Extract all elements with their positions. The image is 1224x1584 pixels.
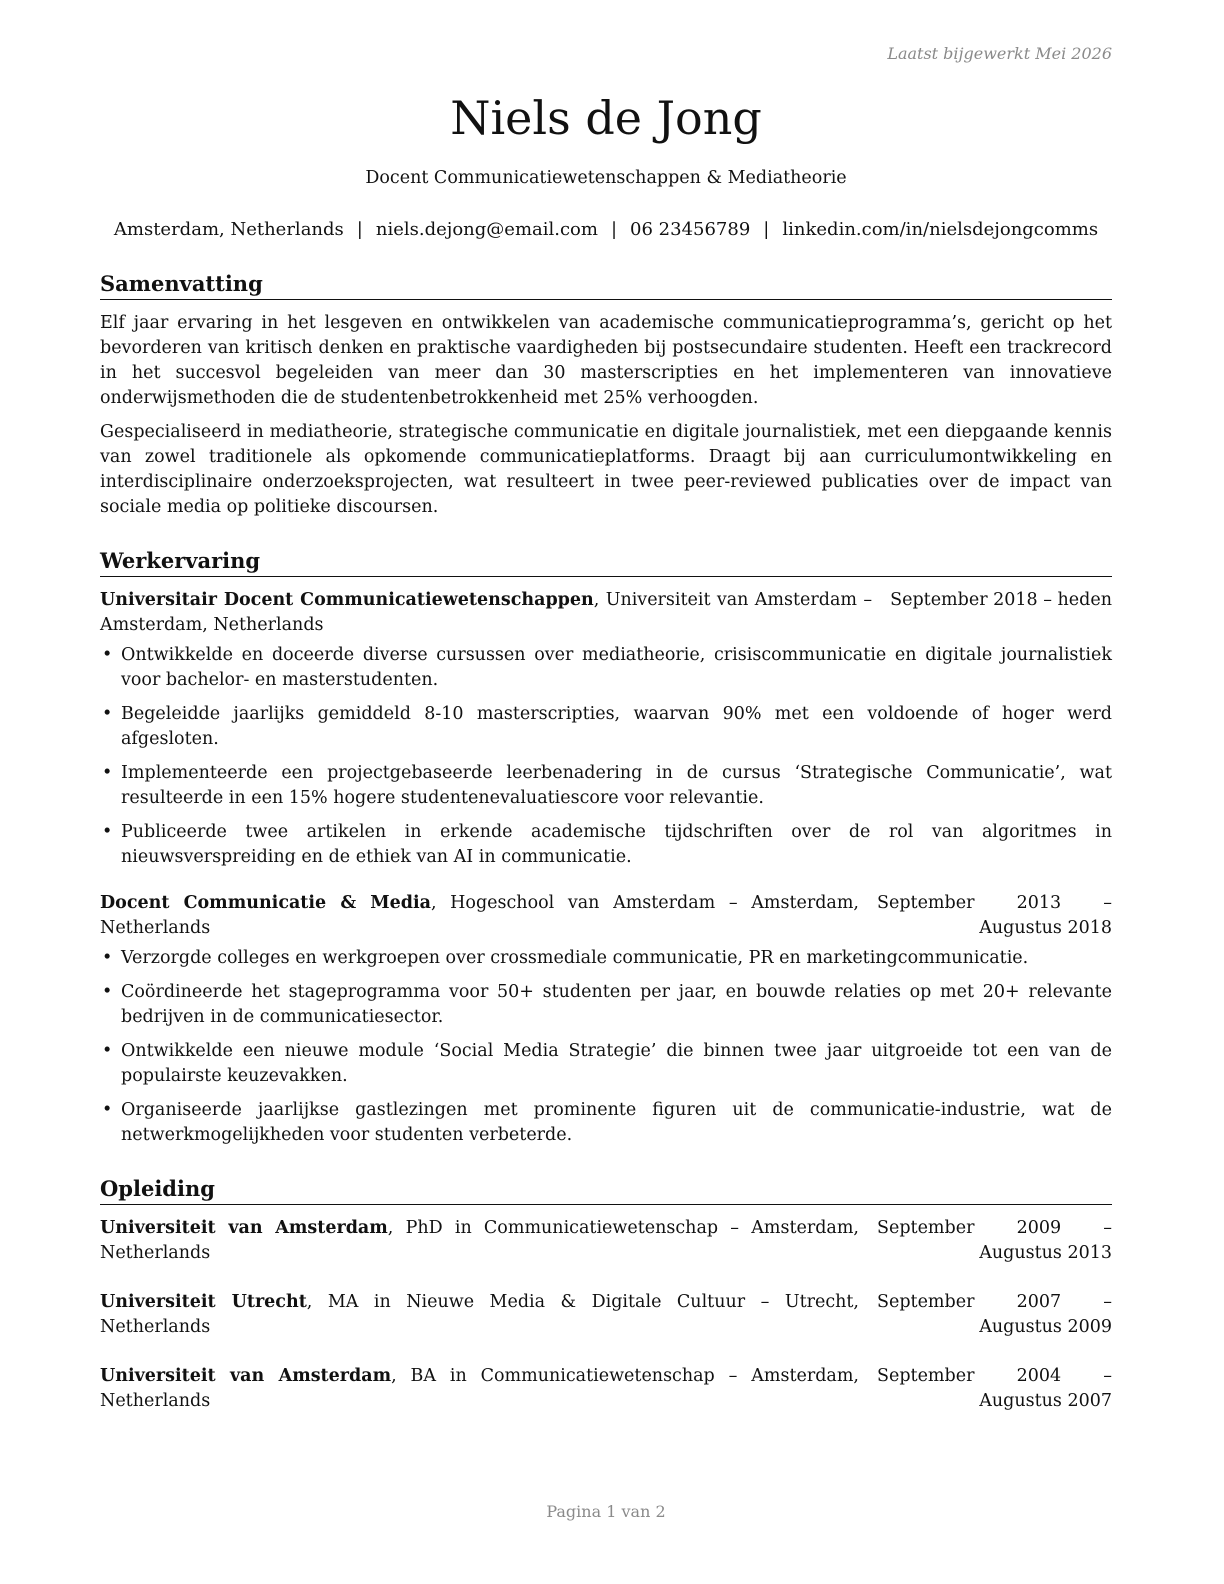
job-subtitle: Docent Communicatiewetenschappen & Mediatheorie xyxy=(365,168,847,188)
contact-separator: | xyxy=(610,219,618,240)
job-bullets xyxy=(100,946,1112,1148)
list-item: • Publiceerde twee artikelen in erkende academische tijdschriften over de rol van algoritmes in nieuwsverspreiding en de ethiek van AI in communicatie. xyxy=(100,820,1112,870)
list-item: • Coördineerde het stageprogramma voor 50+ studenten per jaar, en bouwde relaties op met 20+ relevante bedrijven in de communicatiesector. xyxy=(100,980,1112,1030)
job-header xyxy=(100,891,1112,941)
list-item: • Begeleidde jaarlijks gemiddeld 8-10 masterscripties, waarvan 90% met een voldoende of hoger werd afgesloten. xyxy=(100,702,1112,752)
job-entry xyxy=(100,891,1112,1148)
contact-separator: | xyxy=(356,219,363,240)
last-updated-note: Laatst bijgewerkt Mei 2026 xyxy=(887,44,1112,63)
contact-separator: | xyxy=(763,219,770,240)
education-dates: September 2007 – Augustus 2009 xyxy=(877,1292,1112,1337)
list-item: • Implementeerde een projectgebaseerde leerbenadering in de cursus ‘Strategische Communicatie’, wat resulteerde in een 15% hogere studentenevaluatiescore voor relevantie. xyxy=(100,761,1112,811)
education-dates: September 2009 – Augustus 2013 xyxy=(877,1218,1112,1263)
education-degree: , MA in Nieuwe Media & Digitale Cultuur – Utrecht, Netherlands xyxy=(100,1292,859,1337)
person-name: Niels de Jong xyxy=(450,91,762,145)
education-degree: , PhD in Communicatiewetenschap – Amsterdam, Netherlands xyxy=(100,1218,859,1263)
job-entry xyxy=(100,588,1112,870)
job-employer: , Hogeschool van Amsterdam – Amsterdam, Netherlands xyxy=(100,893,859,938)
education-entry xyxy=(100,1364,1112,1414)
list-item: • Ontwikkelde een nieuwe module ‘Social Media Strategie’ die binnen twee jaar uitgroeide tot een van de populairste keuzevakken. xyxy=(100,1039,1112,1089)
contact-location: Amsterdam, Netherlands xyxy=(113,219,344,240)
job-bullets xyxy=(100,643,1112,870)
section-heading-summary: Samenvatting xyxy=(100,270,1112,300)
list-item: • Organiseerde jaarlijkse gastlezingen met prominente figuren uit de communicatie-industrie, wat de netwerkmogelijkheden voor studenten verbeterde. xyxy=(100,1098,1112,1148)
summary-paragraph: Elf jaar ervaring in het lesgeven en ontwikkelen van academische communicatieprogramma’s, gericht op het bevorderen van kritisch denken en praktische vaardigheden bij postsecundaire studenten. Heeft een trackrecord in het succesvol begeleiden van meer dan 30 masterscripties en het implementeren van innovatieve onderwijsmethoden die de studentenbetrokkenheid met 25% verhoogden. xyxy=(100,313,1112,408)
education-dates: September 2004 – Augustus 2007 xyxy=(877,1366,1112,1411)
contact-line xyxy=(80,219,1132,240)
summary-paragraph: Gespecialiseerd in mediatheorie, strategische communicatie en digitale journalistiek, met een diepgaande kennis van zowel traditionele als opkomende communicatieplatforms. Draagt bij aan curriculumontwikkeling en interdisciplinaire onderzoeksprojecten, wat resulteert in twee peer-reviewed publicaties over de impact van sociale media op politieke discoursen. xyxy=(100,422,1112,517)
job-title: Universitair Docent Communicatiewetenschappen xyxy=(100,590,594,610)
page-number: Pagina 1 van 2 xyxy=(546,1502,666,1521)
section-heading-education: Opleiding xyxy=(100,1175,1112,1205)
job-title: Docent Communicatie & Media xyxy=(100,893,431,913)
job-employer: , Universiteit van Amsterdam – Amsterdam, Netherlands xyxy=(100,590,873,635)
education-degree-line xyxy=(100,1364,877,1414)
list-item: • Ontwikkelde en doceerde diverse cursussen over mediatheorie, crisiscommunicatie en digitale journalistiek voor bachelor- en masterstudenten. xyxy=(100,643,1112,693)
contact-email[interactable]: niels.dejong@email.com xyxy=(375,219,598,240)
education-entry xyxy=(100,1216,1112,1266)
education-degree-line xyxy=(100,1290,877,1340)
resume-body xyxy=(100,270,1112,1414)
education-degree-line xyxy=(100,1216,877,1266)
contact-linkedin[interactable]: linkedin.com/in/nielsdejongcomms xyxy=(782,219,1099,240)
section-heading-experience: Werkervaring xyxy=(100,547,1112,577)
education-entry xyxy=(100,1290,1112,1340)
job-dates: September 2013 – Augustus 2018 xyxy=(877,893,1112,938)
job-title-line xyxy=(100,891,877,941)
list-item: • Verzorgde colleges en werkgroepen over crossmediale communicatie, PR en marketingcommunicatie. xyxy=(100,946,1112,971)
job-header xyxy=(100,588,1112,638)
education-degree: , BA in Communicatiewetenschap – Amsterdam, Netherlands xyxy=(100,1366,859,1411)
contact-phone: 06 23456789 xyxy=(630,219,751,240)
job-dates: September 2018 – heden xyxy=(890,590,1112,610)
education-school: Universiteit van Amsterdam xyxy=(100,1218,388,1238)
job-title-line xyxy=(100,588,890,638)
education-school: Universiteit van Amsterdam xyxy=(100,1366,392,1386)
education-school: Universiteit Utrecht xyxy=(100,1292,307,1312)
